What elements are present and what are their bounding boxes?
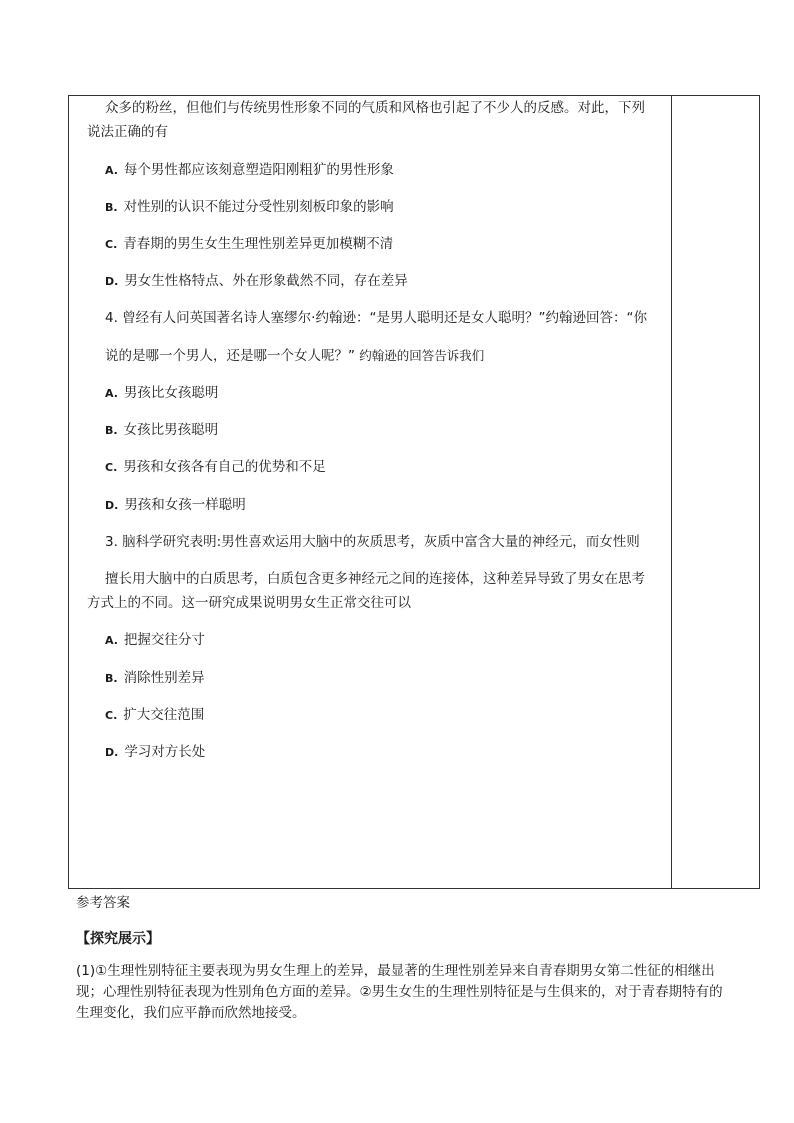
q3-line-1: 3. 脑科学研究表明:男性喜欢运用大脑中的灰质思考，灰质中富含大量的神经元，而女性则 [105, 534, 640, 550]
q3-option-b [105, 669, 205, 688]
q3-option-c [105, 706, 204, 725]
answer-paragraph: (1)①生理性别特征主要表现为男女生理上的差异，最显著的生理性别差异来自青春期男女第二性征的相继出现；心理性别特征表现为性别角色方面的差异。②男生女生的生理性别特征是与生俱来的，对于青春期特有的生理变化，我们应平静而欣然地接受。 [76, 963, 723, 1021]
option-text: 男孩比女孩聪明 [123, 385, 219, 401]
option-text: 对性别的认识不能过分受性别刻板印象的影响 [123, 199, 394, 215]
q-option-a [105, 161, 394, 180]
q4-line-1: 4. 曾经有人问英国著名诗人塞缪尔·约翰逊：“是男人聪明还是女人聪明？”约翰逊回答：“你 [105, 310, 647, 326]
q3-option-a [105, 631, 205, 650]
option-letter: C. [105, 461, 118, 474]
option-text: 男女生性格特点、外在形象截然不同，存在差异 [124, 273, 408, 289]
q4-line-2 [105, 347, 484, 365]
q3-line-3: 方式上的不同。这一研究成果说明男女生正常交往可以 [87, 595, 411, 611]
option-letter: D. [105, 746, 119, 759]
answer-label: 参考答案 [76, 895, 130, 911]
section-title: 【探究展示】 [76, 931, 160, 947]
q3-option-d [105, 743, 205, 762]
option-text: 男孩和女孩一样聪明 [124, 497, 246, 513]
intro-line-1: 众多的粉丝，但他们与传统男性形象不同的气质和风格也引起了不少人的反感。对此，下列 [105, 100, 645, 116]
option-letter: C. [105, 709, 118, 722]
q4-option-a [105, 384, 218, 403]
q-option-d [105, 272, 408, 291]
q4-option-b [105, 421, 218, 440]
option-letter: A. [105, 387, 118, 400]
column-divider [671, 96, 672, 888]
intro-line-2: 说法正确的有 [87, 124, 168, 140]
q4-line-2-quote: 说的是哪一个男人，还是哪一个女人呢？” [105, 348, 355, 364]
option-letter: D. [105, 499, 119, 512]
option-text: 男孩和女孩各有自己的优势和不足 [123, 459, 326, 475]
option-text: 青春期的男生女生生理性别差异更加模糊不清 [123, 236, 394, 252]
q3-line-2: 擅长用大脑中的白质思考，白质包含更多神经元之间的连接体，这种差异导致了男女在思考 [105, 571, 645, 587]
q4-line-2-tail: 约翰逊的回答告诉我们 [359, 348, 485, 363]
q-option-b [105, 198, 394, 217]
option-letter: A. [105, 634, 118, 647]
option-letter: B. [105, 672, 118, 685]
option-text: 女孩比男孩聪明 [123, 422, 219, 438]
option-text: 消除性别差异 [123, 670, 205, 686]
q-option-c [105, 235, 393, 254]
worksheet-table [68, 95, 760, 889]
option-letter: B. [105, 201, 118, 214]
q4-option-c [105, 458, 326, 477]
option-text: 把握交往分寸 [123, 632, 205, 648]
q4-option-d [105, 496, 246, 515]
option-letter: B. [105, 424, 118, 437]
option-letter: A. [105, 164, 118, 177]
option-letter: C. [105, 238, 118, 251]
option-letter: D. [105, 275, 119, 288]
option-text: 每个男性都应该刻意塑造阳刚粗犷的男性形象 [123, 162, 394, 178]
option-text: 学习对方长处 [124, 744, 206, 760]
option-text: 扩大交往范围 [123, 707, 205, 723]
